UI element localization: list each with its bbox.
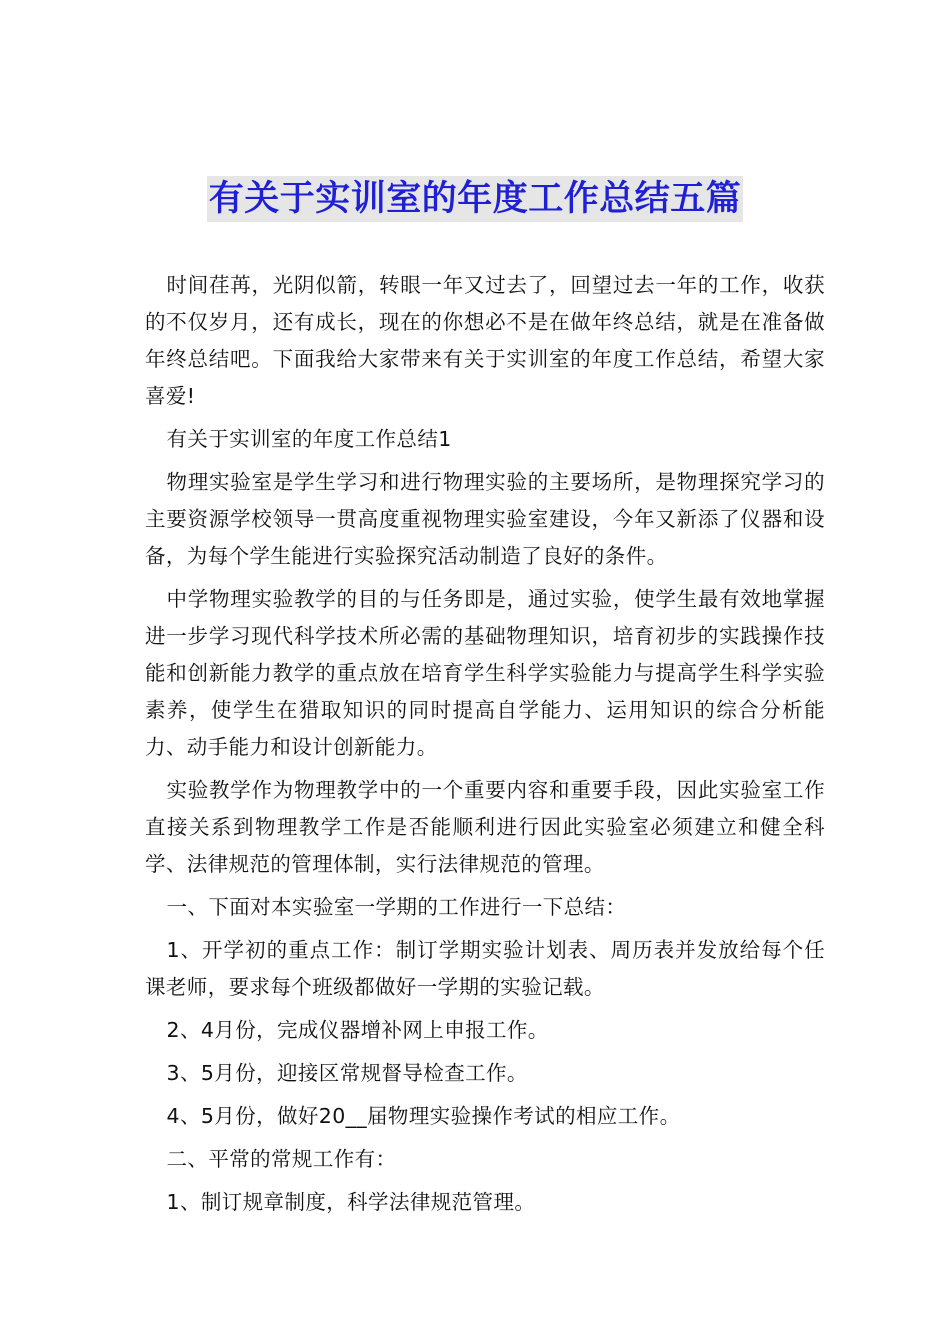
list-heading-routine: 二、平常的常规工作有： [166, 1147, 397, 1171]
routine-item-1: 1、制订规章制度，科学法律规范管理。 [166, 1190, 536, 1214]
list-item-1: 1、开学初的重点工作：制订学期实验计划表、周历表并发放给每个任课老师，要求每个班级都做好一学期的实验记载。 [145, 938, 825, 999]
paragraph-teaching-goals: 中学物理实验教学的目的与任务即是，通过实验，使学生最有效地掌握进一步学习现代科学技术所必需的基础物理知识，培育初步的实践操作技能和创新能力教学的重点放在培育学生科学实验能力与提高学生科学实验素养，使学生在猎取知识的同时提高自学能力、运用知识的综合分析能力、动手能力和设计创新能力。 [145, 587, 825, 759]
list-heading-summary: 一、下面对本实验室一学期的工作进行一下总结： [166, 895, 627, 919]
list-item-3: 3、5月份，迎接区常规督导检查工作。 [166, 1061, 528, 1085]
section-heading-1: 有关于实训室的年度工作总结1 [166, 427, 452, 451]
paragraph-management: 实验教学作为物理教学中的一个重要内容和重要手段，因此实验室工作直接关系到物理教学工作是否能顺利进行因此实验室必须建立和健全科学、法律规范的管理体制，实行法律规范的管理。 [145, 778, 825, 876]
document-body [145, 267, 825, 1227]
intro-paragraph: 时间荏苒，光阴似箭，转眼一年又过去了，回望过去一年的工作，收获的不仅岁月，还有成长，现在的你想必不是在做年终总结，就是在准备做年终总结吧。下面我给大家带来有关于实训室的年度工作总结，希望大家喜爱! [145, 273, 825, 408]
document-title: 有关于实训室的年度工作总结五篇 [207, 176, 744, 222]
list-item-2: 2、4月份，完成仪器增补网上申报工作。 [166, 1018, 549, 1042]
paragraph-lab-overview: 物理实验室是学生学习和进行物理实验的主要场所，是物理探究学习的主要资源学校领导一贯高度重视物理实验室建设，今年又新添了仪器和设备，为每个学生能进行实验探究活动制造了良好的条件。 [145, 470, 825, 568]
list-item-4: 4、5月份，做好20__届物理实验操作考试的相应工作。 [166, 1104, 681, 1128]
title-container [0, 176, 950, 222]
